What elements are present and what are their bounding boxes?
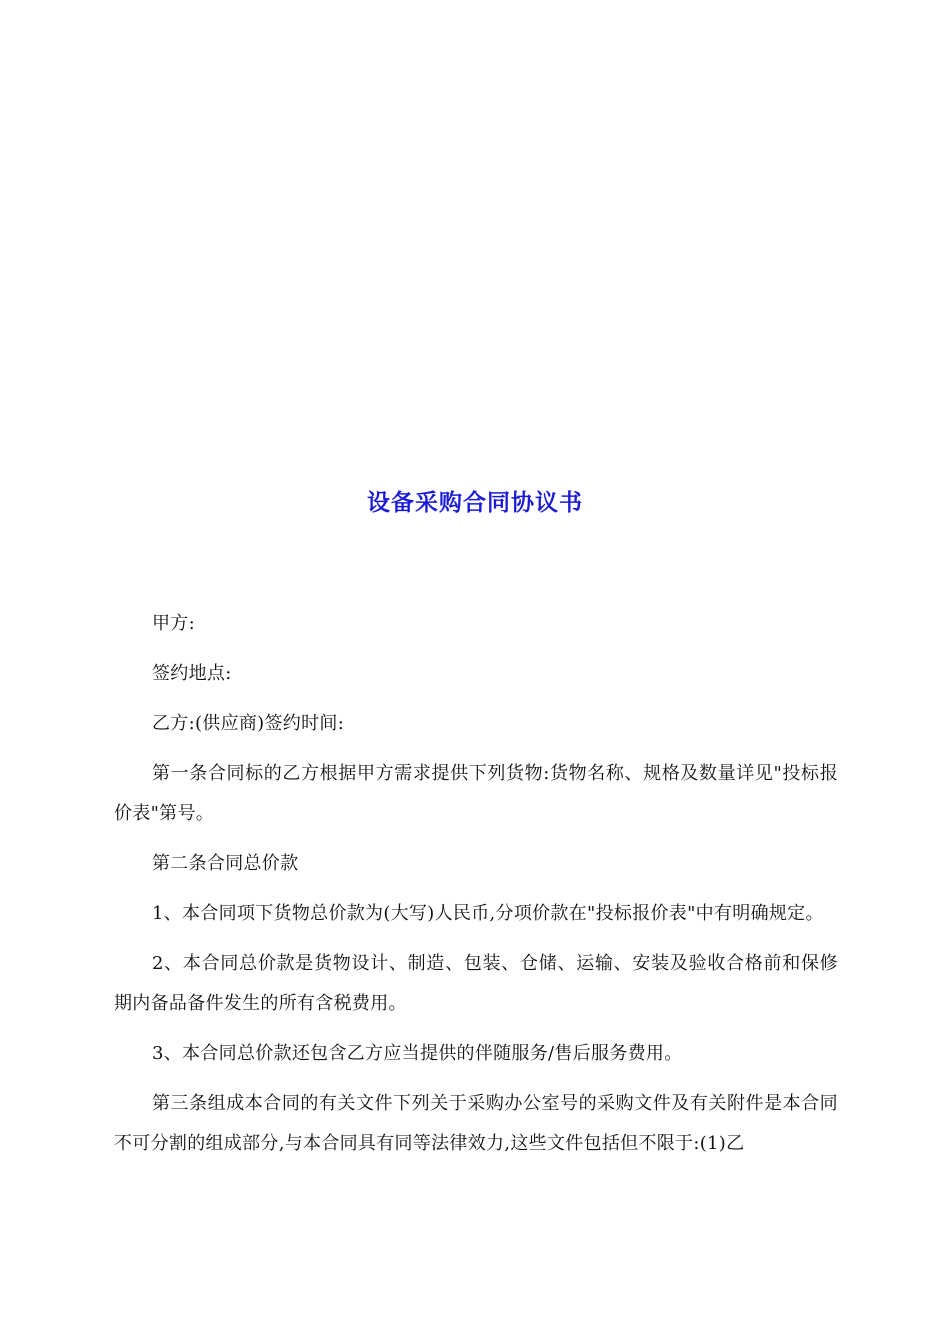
document-title: 设备采购合同协议书 xyxy=(367,490,583,516)
article-1-paragraph: 第一条合同标的乙方根据甲方需求提供下列货物:货物名称、规格及数量详见"投标报价表"第号。 xyxy=(114,763,838,824)
article-2-clause-1: 1、本合同项下货物总价款为(大写)人民币,分项价款在"投标报价表"中有明确规定。 xyxy=(152,903,824,924)
party-b-line: 乙方:(供应商)签约时间: xyxy=(152,713,345,734)
article-3-paragraph: 第三条组成本合同的有关文件下列关于采购办公室号的采购文件及有关附件是本合同不可分割的组成部分,与本合同具有同等法律效力,这些文件包括但不限于:(1)乙 xyxy=(114,1093,838,1154)
article-2-heading: 第二条合同总价款 xyxy=(152,853,299,874)
article-2-clause-3: 3、本合同总价款还包含乙方应当提供的伴随服务/售后服务费用。 xyxy=(152,1043,683,1064)
party-a-line: 甲方: xyxy=(152,613,195,634)
article-2-clause-2: 2、本合同总价款是货物设计、制造、包装、仓储、运输、安装及验收合格前和保修期内备品备件发生的所有含税费用。 xyxy=(114,953,838,1014)
signing-place-line: 签约地点: xyxy=(152,663,232,684)
document-body xyxy=(114,604,838,1174)
